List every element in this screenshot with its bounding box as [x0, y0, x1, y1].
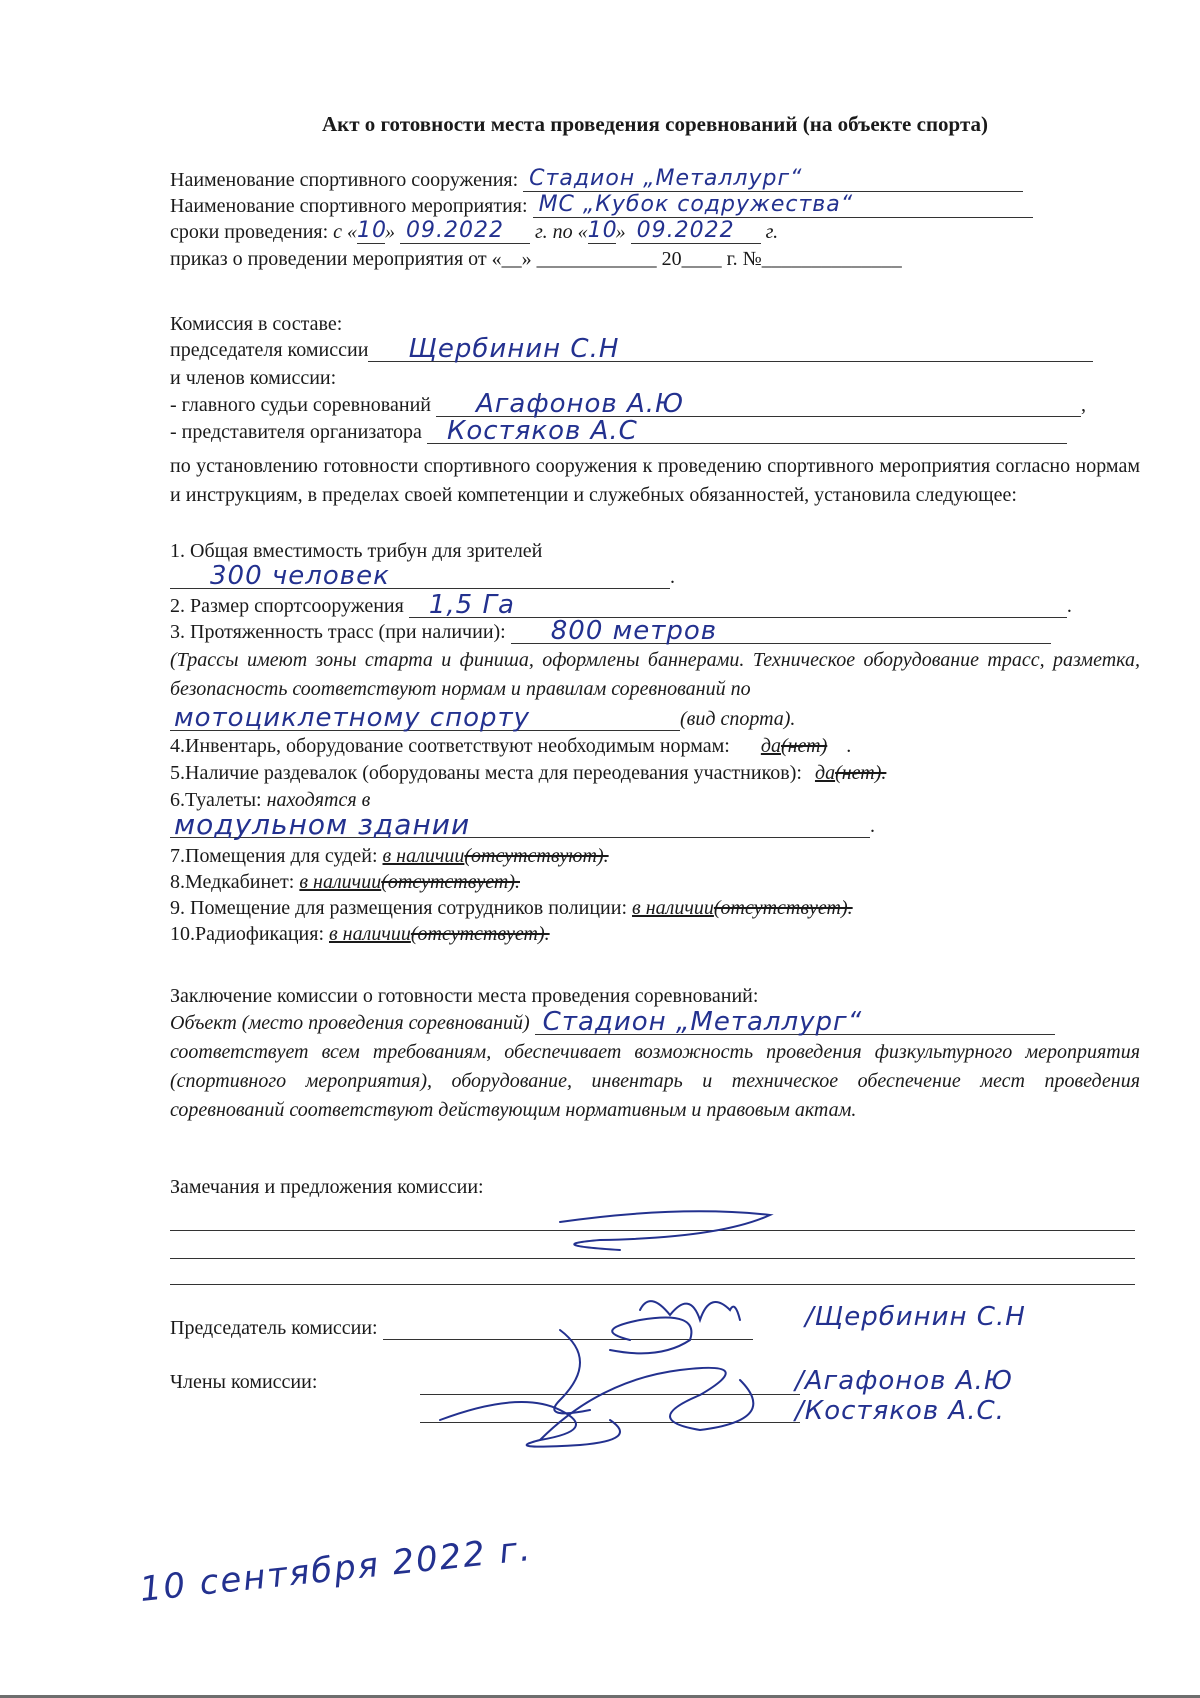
item-10-row: [170, 922, 550, 946]
item-2-label: 2. Размер спортсооружения: [170, 595, 404, 617]
document-title: Акт о готовности места проведения соревнований (на объекте спорта): [321, 112, 989, 136]
conclusion-object-row: [170, 1007, 1055, 1037]
item-7-label: 7.Помещения для судей:: [170, 845, 378, 867]
facility-row: [170, 168, 1023, 192]
item-7-row: [170, 844, 609, 868]
item-3-sport-value: мотоциклетному спорту: [174, 703, 531, 733]
item-8-row: [170, 870, 520, 894]
item-5-yes: да: [814, 762, 836, 784]
judge-value: Агафонов А.Ю: [475, 389, 685, 419]
item-5-label: 5.Наличие раздевалок (оборудованы места для переодевания участников):: [170, 762, 802, 784]
facility-field: [523, 166, 1023, 192]
dates-to-month-year: 09.2022: [636, 218, 735, 243]
judge-label: - главного судьи соревнований: [170, 394, 431, 416]
conclusion-object-field: [535, 1007, 1055, 1037]
item-2-field: [409, 590, 1067, 620]
item-3-row: [170, 616, 1051, 646]
item-4-yes: да: [760, 735, 781, 757]
chair-sign-row: [170, 1316, 753, 1340]
organizer-label: - представителя организатора: [170, 421, 422, 443]
item-2-row: 2. Размер спортсооружения 1,5 Га .: [170, 590, 1072, 620]
dates-label: сроки проведения:: [170, 221, 329, 243]
dates-to-close: »: [615, 221, 626, 243]
item-6-hw-value: модульном здании: [174, 808, 471, 841]
event-value: МС „Кубок содружества“: [538, 192, 854, 217]
member-signature-stroke-2: [440, 1402, 620, 1447]
item-3-value: 800 метров: [550, 616, 718, 646]
item-5-no: (нет).: [835, 762, 887, 784]
item-8-label: 8.Медкабинет:: [170, 871, 295, 893]
member-signature-stroke-1: [540, 1368, 753, 1440]
dates-from-day: 10: [357, 218, 388, 243]
event-field: [533, 192, 1033, 218]
item-4-row: 4.Инвентарь, оборудование соответствуют необходимым нормам: да(нет) .: [170, 735, 852, 757]
item-3-sport-field: [170, 703, 680, 733]
member-1-sign-name: /Агафонов А.Ю: [795, 1366, 1013, 1396]
item-1-value: 300 человек: [210, 561, 390, 591]
item-7-no: (отсутствуют).: [464, 845, 609, 867]
item-4-no: (нет): [780, 735, 828, 757]
dates-to-day: 10: [587, 218, 618, 243]
member-2-sign-line: [420, 1422, 800, 1423]
item-7-yes: в наличии: [382, 845, 465, 867]
chair-sign-line: [383, 1317, 753, 1340]
dates-to-day-field: [587, 218, 618, 244]
event-label: Наименование спортивного мероприятия:: [170, 195, 528, 217]
item-10-no: (отсутствует).: [410, 923, 550, 945]
judge-row: - главного судьи соревнований Агафонов А.Ю ,: [170, 389, 1086, 419]
organizer-value: Костяков А.С: [446, 416, 638, 446]
judge-field: [436, 389, 1081, 419]
order-row: приказ о проведении мероприятия от «__» ____________ 20____ г. №______________: [170, 248, 902, 270]
item-1-row: 300 человек .: [170, 565, 675, 589]
item-9-yes: в наличии: [632, 897, 714, 919]
item-6-label: 6.Туалеты:: [170, 789, 262, 811]
organizer-row: [170, 416, 1067, 446]
item-4-label: 4.Инвентарь, оборудование соответствуют необходимым нормам:: [170, 735, 730, 757]
dates-from-day-field: [357, 218, 388, 244]
item-8-no: (отсутствует).: [381, 871, 520, 893]
item-10-yes: в наличии: [329, 923, 411, 945]
item-9-row: [170, 896, 853, 920]
dates-g1: г. по «: [535, 221, 588, 243]
dates-from-month-year: 09.2022: [406, 218, 505, 243]
item-10-label: 10.Радиофикация:: [170, 923, 324, 945]
chair-sign-name: /Щербинин С.Н: [805, 1302, 1026, 1332]
item-1-field: [170, 561, 670, 591]
dates-row: [170, 220, 778, 244]
item-8-yes: в наличии: [299, 871, 382, 893]
remarks-line-2: [170, 1258, 1135, 1259]
item-9-label: 9. Помещение для размещения сотрудников полиции:: [170, 897, 628, 919]
item-1-label: 1. Общая вместимость трибун для зрителей: [170, 540, 543, 562]
item-9-no: (отсутствует).: [713, 897, 853, 919]
remarks-heading: Замечания и предложения комиссии:: [170, 1176, 484, 1198]
item-3-field: [511, 616, 1051, 646]
item-6-value: находятся в: [266, 789, 371, 811]
chair-field: [368, 334, 1093, 364]
chair-label: председателя комиссии: [170, 339, 369, 361]
item-6-field: [170, 808, 870, 841]
item-3-sport-suffix: (вид спорта).: [680, 708, 796, 730]
member-1-sign-line: [420, 1394, 800, 1395]
remarks-line-3: [170, 1284, 1135, 1285]
dates-from-prefix: с «: [333, 221, 358, 243]
conclusion-text: соответствует всем требованиям, обеспечивает возможность проведения физкультурного мероприятия (спортивного мероприятия), оборудование, инвентарь и техническое обеспечение мест проведения соревнований соответствуют действующим нормативным и правовым актам.: [170, 1041, 1140, 1121]
conclusion-object-label: Объект (место проведения соревнований): [170, 1012, 530, 1034]
chair-sign-label: Председатель комиссии:: [170, 1317, 378, 1339]
event-row: [170, 194, 1033, 218]
item-5-row: [170, 761, 886, 785]
conclusion-object-value: Стадион „Металлург“: [542, 1007, 863, 1037]
dates-g2: г.: [765, 221, 779, 243]
facility-value: Стадион „Металлург“: [529, 166, 803, 191]
members-label: и членов комиссии:: [170, 367, 337, 389]
item-3-label: 3. Протяженность трасс (при наличии):: [170, 621, 506, 643]
members-sign-label: Члены комиссии:: [170, 1371, 318, 1393]
chair-row: [170, 334, 1093, 364]
dates-mid: »: [385, 221, 396, 243]
chair-value: Щербинин С.Н: [408, 334, 620, 364]
facility-label: Наименование спортивного сооружения:: [170, 169, 519, 191]
item-2-value: 1,5 Га: [428, 590, 515, 620]
member-signature-stroke-3: [554, 1330, 590, 1413]
handwritten-date: 10 сентября 2022 г.: [137, 1528, 534, 1610]
commission-statement: по установлению готовности спортивного сооружения к проведению спортивного мероприятия согласно нормам и инструкциям, в пределах своей компетенции и служебных обязанностей, установила следующее:: [170, 455, 1140, 506]
item-6-hw-row: модульном здании .: [170, 814, 875, 838]
organizer-field: [427, 416, 1067, 446]
member-2-sign-name: /Костяков А.С.: [795, 1396, 1005, 1426]
commission-intro: Комиссия в составе:: [170, 313, 343, 335]
item-3-sport-row: [170, 703, 796, 733]
remarks-line-1: [170, 1230, 1135, 1231]
dates-to-field: [631, 218, 761, 244]
conclusion-heading: Заключение комиссии о готовности места проведения соревнований:: [170, 985, 759, 1007]
item-3-note: (Трассы имеют зоны старта и финиша, оформлены баннерами. Техническое оборудование трасс, разметка, безопасность соответствуют нормам и правилам соревнований по: [170, 649, 1140, 700]
dates-from-field: [400, 218, 530, 244]
